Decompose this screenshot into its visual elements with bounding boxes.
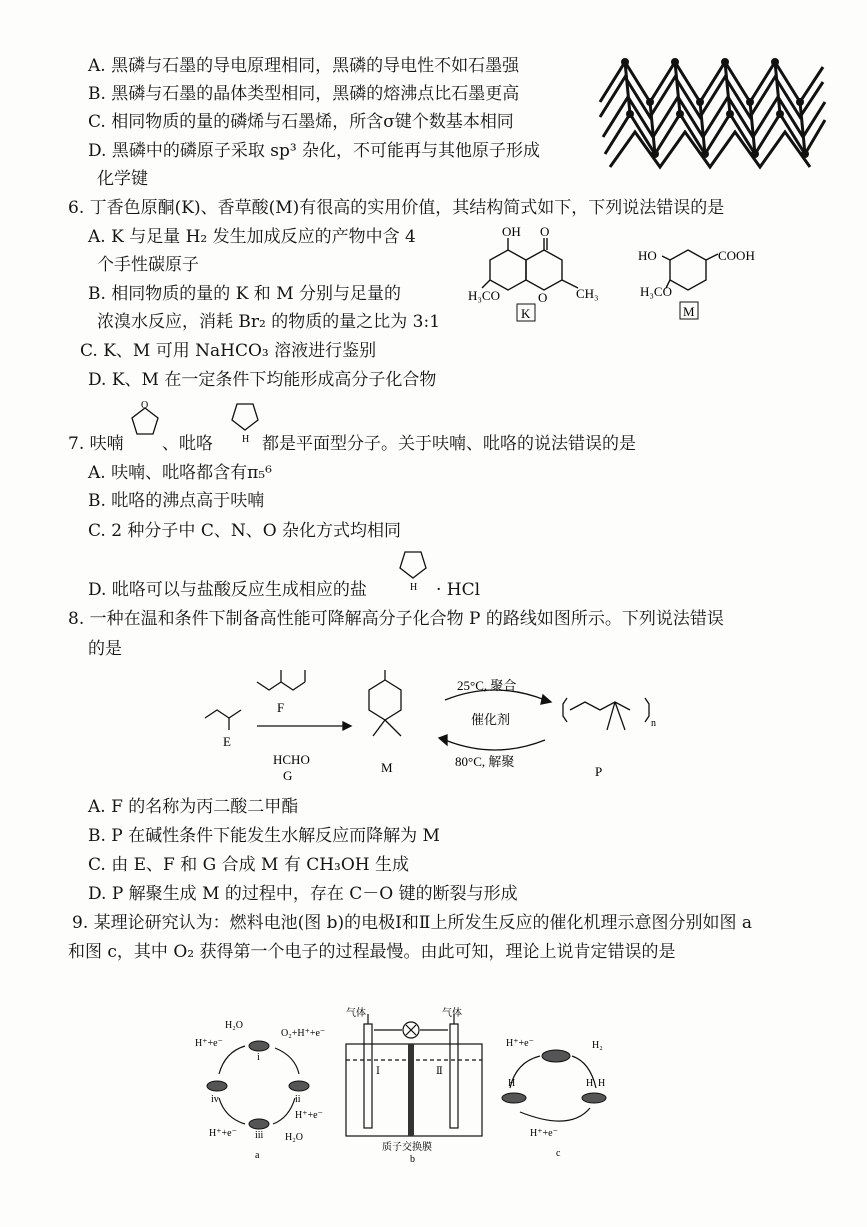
q9-figure-b-fuel-cell [340,1004,490,1164]
fig-c-h-single: H [508,1078,516,1089]
q5-option-b: B. 黑磷与石墨的晶体类型相同，黑磷的熔沸点比石墨更高 [88,84,520,104]
q9-stem: 9. 某理论研究认为：燃料电池(图 b)的电极Ⅰ和Ⅱ上所发生反应的催化机理示意图分别如图 a [72,913,752,933]
q8-option-c: C. 由 E、F 和 G 合成 M 有 CH₃OH 生成 [88,855,410,875]
q8-reaction-scheme [195,660,665,790]
fig-c-h2-label: H₂ [592,1040,603,1051]
q8-stem: 8. 一种在温和条件下制备高性能可降解高分子化合物 P 的路线如图所示。下列说法错误 [68,609,724,629]
q8-e-label: E [223,734,231,749]
k-oh-label: OH [502,224,521,239]
furan-structure [128,398,162,440]
q5-option-c: C. 相同物质的量的磷烯与石墨烯，所含σ键个数基本相同 [88,112,514,132]
q9-figure-c-anode-cycle [490,1032,620,1162]
q8-condition-polymerize: 25°C, 聚合 [457,678,517,693]
q8-n-label: n [651,718,656,729]
fig-c-h-left: H [586,1078,594,1089]
q8-stem-cont: 的是 [88,639,122,659]
fig-a-hplus-top: H⁺+e⁻ [195,1038,223,1049]
pyrrole-structure [228,398,262,444]
fig-b-electrode-i: Ⅰ [376,1066,380,1077]
q5-option-a: A. 黑磷与石墨的导电原理相同，黑磷的导电性不如石墨强 [88,56,520,76]
k-o-label: O [540,224,550,239]
fig-a-h2o-bottom: H₂O [285,1132,303,1143]
fig-a-step-i: i [257,1052,260,1063]
q6-option-b: B. 相同物质的量的 K 和 M 分别与足量的 [88,284,402,304]
fig-a-step-ii: ii [295,1094,301,1105]
fig-a-step-iv: iv [211,1094,219,1105]
q5-option-d-cont: 化学键 [97,169,148,189]
q7-option-d-hcl: · HCl [436,580,481,600]
q7-option-a: A. 呋喃、吡咯都含有π₅⁶ [88,463,272,483]
fig-c-caption: c [556,1148,561,1159]
fig-a-h2o-top: H₂O [225,1020,243,1031]
k-ring-o-label: O [538,290,548,305]
fig-a-step-iii: iii [255,1130,264,1141]
fig-b-membrane-label: 质子交换膜 [382,1142,432,1153]
q6-stem: 6. 丁香色原酮(K)、香草酸(M)有很高的实用价值，其结构简式如下，下列说法错误的是 [68,198,725,218]
q8-f-label: F [277,700,285,715]
fig-b-caption: b [410,1154,415,1164]
compound-k-structure [468,222,608,322]
q6-option-c: C. K、M 可用 NaHCO₃ 溶液进行鉴别 [80,341,377,361]
m-ho-label: HO [638,248,657,263]
q6-option-a: A. K 与足量 H₂ 发生加成反应的产物中含 4 [88,227,416,247]
black-phosphorus-figure [595,42,830,172]
compound-m-structure [638,240,778,325]
k-h3co-label: H₃CO [468,288,500,303]
fig-a-hplus-right: H⁺+e⁻ [295,1110,323,1121]
q8-hcho-label: HCHO [273,752,310,767]
q7-stem-a: 7. 呋喃 [68,434,124,454]
q9-stem-cont: 和图 c，其中 O₂ 获得第一个电子的过程最慢。由此可知，理论上说肯定错误的是 [68,942,676,962]
q8-option-a: A. F 的名称为丙二酸二甲酯 [88,797,299,817]
q8-option-d: D. P 解聚生成 M 的过程中，存在 C－O 键的断裂与形成 [88,884,518,904]
q9-figure-a-cathode-cycle [195,1012,325,1162]
pyrrole-salt-nh-label: H [410,582,418,592]
furan-o-label: O [141,400,149,411]
q8-catalyst-label: 催化剂 [471,712,511,727]
fig-c-h-right: H [598,1078,606,1089]
m-cooh-label: COOH [718,248,755,263]
q7-option-d: D. 吡咯可以与盐酸反应生成相应的盐 [88,580,367,600]
q7-option-c: C. 2 种分子中 C、N、O 杂化方式均相同 [88,521,402,541]
q6-option-b-cont: 浓溴水反应，消耗 Br₂ 的物质的量之比为 3:1 [97,312,441,332]
k-label: K [521,306,531,321]
m-h3co-label: H₃CO [640,284,672,299]
q8-option-b: B. P 在碱性条件下能发生水解反应而降解为 M [88,826,440,846]
pyrrole-nh-label: H [242,434,250,444]
q6-option-a-cont: 个手性碳原子 [97,255,199,275]
q7-stem-c: 都是平面型分子。关于呋喃、吡咯的说法错误的是 [262,434,636,454]
q8-m-label: M [381,760,393,775]
k-ch3-label: CH₃ [576,286,599,301]
fig-a-hplus-bottom: H⁺+e⁻ [209,1128,237,1139]
q8-g-label: G [283,768,293,783]
pyrrole-salt-structure [396,546,430,592]
fig-c-hplus-bottom: H⁺+e⁻ [530,1128,558,1139]
q8-condition-depolymerize: 80°C, 解聚 [455,754,515,769]
fig-a-caption: a [255,1150,260,1161]
fig-b-electrode-ii: Ⅱ [436,1066,443,1077]
q8-p-label: P [595,764,603,779]
m-label: M [683,304,695,319]
fig-b-gas-left: 气体 [346,1008,366,1019]
q5-option-d: D. 黑磷中的磷原子采取 sp³ 杂化，不可能再与其他原子形成 [88,141,541,161]
q7-option-b: B. 吡咯的沸点高于呋喃 [88,491,265,511]
q7-stem-b: 、吡咯 [162,434,213,454]
fig-c-hplus-top: H⁺+e⁻ [506,1038,534,1049]
fig-a-o2-label: O₂+H⁺+e⁻ [281,1028,325,1039]
fig-b-gas-right: 气体 [442,1008,462,1019]
q6-option-d: D. K、M 在一定条件下均能形成高分子化合物 [88,370,437,390]
